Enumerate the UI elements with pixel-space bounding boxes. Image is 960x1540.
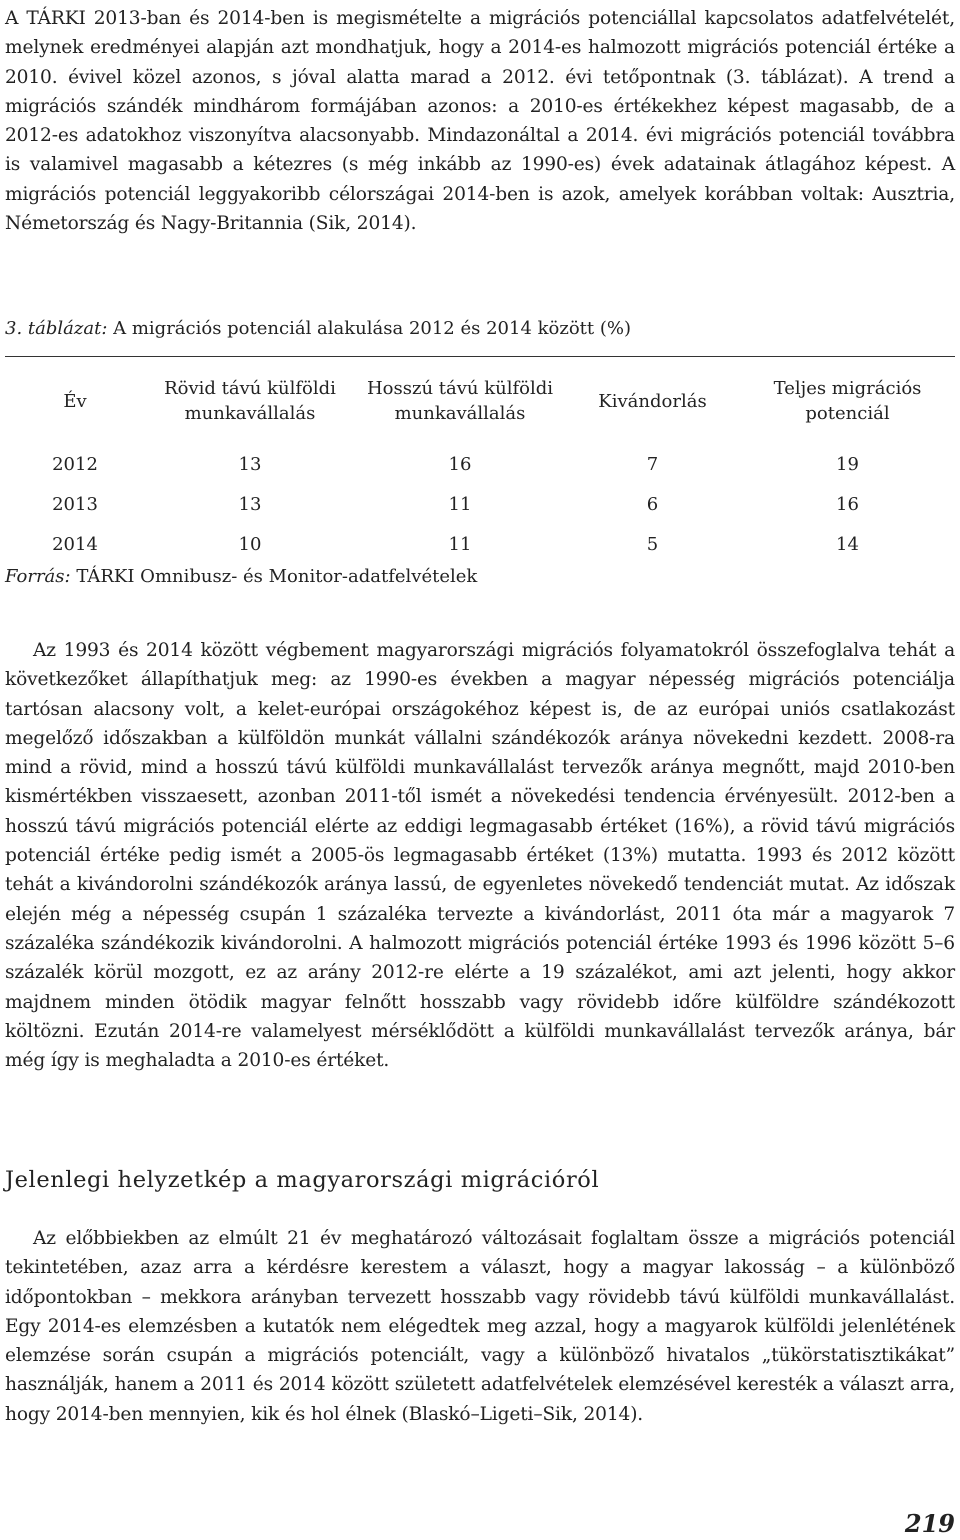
header-total-potential: Teljes migrációs potenciál: [773, 378, 922, 424]
cell-long-term: 11: [448, 494, 472, 515]
cell-emigration: 6: [646, 494, 659, 515]
table-source-label: Forrás:: [5, 566, 71, 587]
cell-short-term: 13: [238, 494, 262, 515]
table-caption-label: 3. táblázat:: [5, 318, 108, 339]
header-long-term-work: Hosszú távú külföldi munkavállalás: [366, 378, 554, 424]
table-row: [5, 445, 955, 485]
cell-emigration: 7: [646, 454, 659, 475]
cell-short-term: 10: [238, 534, 262, 555]
cell-year: 2013: [52, 494, 98, 515]
cell-total: 19: [836, 454, 859, 475]
summary-paragraph: Az 1993 és 2014 között végbement magyarországi migrációs folyamatokról összefoglalva tehát a következőket állapíthatjuk meg: az 1990-es években a magyar népesség migrációs potenciálja tartósan alacsony volt, a kelet-európai országokéhoz képest is, de az európai uniós csatlakozást megelőző időszakban a külföldön munkát vállalni szándékozók aránya növekedni kezdett. 2008-ra mind a rövid, mind a hosszú távú külföldi munkavállalást tervezők aránya megnőtt, majd 2010-ben kismértékben visszaesett, azonban 2011-től ismét a növekedési tendencia érvényesült. 2012-ben a hosszú távú migrációs potenciál elérte az eddigi legmagasabb értéket (16%), a rövid távú migrációs potenciál értéke pedig ismét a 2005-ös legmagasabb értéket (13%) mutatta. 1993 és 2012 között tehát a kivándorolni szándékozók aránya lassú, de egyenletes növekedő tendenciát mutat. Az időszak elején még a népesség csupán 1 százaléka tervezte a kivándorlást, 2011 óta már a magyarok 7 százaléka szándékozik kivándorolni. A halmozott migrációs potenciál értéke 1993 és 1996 között 5–6 százalék körül mozgott, ez az arány 2012-re elérte a 19 százalékot, ami azt jelenti, hogy akkor majdnem minden ötödik magyar felnőtt hosszabb vagy rövidebb időre külföldre szándékozott költözni. Ezután 2014-re valamelyest mérséklődött a külföldi munkavállalást tervezők aránya, bár még így is meghaladta a 2010-es értéket.: [5, 640, 955, 1072]
header-emigration: Kivándorlás: [598, 390, 707, 412]
cell-emigration: 5: [646, 534, 659, 555]
section-paragraph: Az előbbiekben az elmúlt 21 év meghatározó változásait foglaltam össze a migrációs potenciál tekintetében, azaz arra a kérdésre kerestem a választ, hogy a magyar lakosság – a különböző időpontokban – mekkora arányban tervezett hosszabb vagy rövidebb távú külföldi munkavállalást. Egy 2014-es elemzésben a kutatók nem elégedtek meg azzal, hogy a magyarok külföldi jelenlétének elemzése során csupán a migrációs potenciált, vagy a különböző hivatalos „tükörstatisztikákat” használják, hanem a 2011 és 2014 között született adatfelvételek elemzésével keresték a választ arra, hogy 2014-ben mennyien, kik és hol élnek (Blaskó–Ligeti–Sik, 2014).: [5, 1228, 955, 1425]
document-page: [5, 4, 955, 1538]
cell-total: 16: [836, 494, 859, 515]
section-heading: Jelenlegi helyzetkép a magyarországi migrációról: [5, 1167, 600, 1193]
page-number: 219: [904, 1509, 955, 1538]
table-header-row: [5, 357, 955, 445]
header-year: Év: [63, 390, 87, 412]
cell-long-term: 16: [448, 454, 472, 475]
table-source-text: TÁRKI Omnibusz- és Monitor-adatfelvételek: [76, 566, 478, 587]
table-row: [5, 485, 955, 525]
cell-long-term: 11: [448, 534, 472, 555]
cell-total: 14: [836, 534, 859, 555]
table-caption-text: A migrációs potenciál alakulása 2012 és 2014 között (%): [113, 318, 632, 339]
migration-table: [5, 356, 955, 589]
current-situation-section: [5, 1224, 955, 1429]
cell-short-term: 13: [238, 454, 262, 475]
header-short-term-work: Rövid távú külföldi munkavállalás: [164, 378, 336, 424]
summary-section: [5, 636, 955, 1075]
cell-year: 2014: [52, 534, 98, 555]
table-caption: [5, 316, 631, 342]
table-source: [5, 565, 955, 589]
cell-year: 2012: [52, 454, 98, 475]
data-table: [5, 357, 955, 565]
intro-paragraph: A TÁRKI 2013-ban és 2014-ben is megismételte a migrációs potenciállal kapcsolatos adatfelvételét, melynek eredményei alapján azt mondhatjuk, hogy a 2014-es halmozott migrációs potenciál értéke a 2010. évivel közel azonos, s jóval alatta marad a 2012. évi tetőpontnak (3. táblázat). A trend a migrációs szándék mindhárom formájában azonos: a 2010-es értékekhez képest magasabb, de a 2012-es adatokhoz viszonyítva alacsonyabb. Mindazonáltal a 2014. évi migrációs potenciál továbbra is valamivel magasabb a kétezres (s még inkább az 1990-es) évek adatainak átlagához képest. A migrációs potenciál leggyakoribb célországai 2014-ben is azok, amelyek korábban voltak: Ausztria, Németország és Nagy-Britannia (Sik, 2014).: [5, 8, 955, 235]
table-row: [5, 525, 955, 565]
